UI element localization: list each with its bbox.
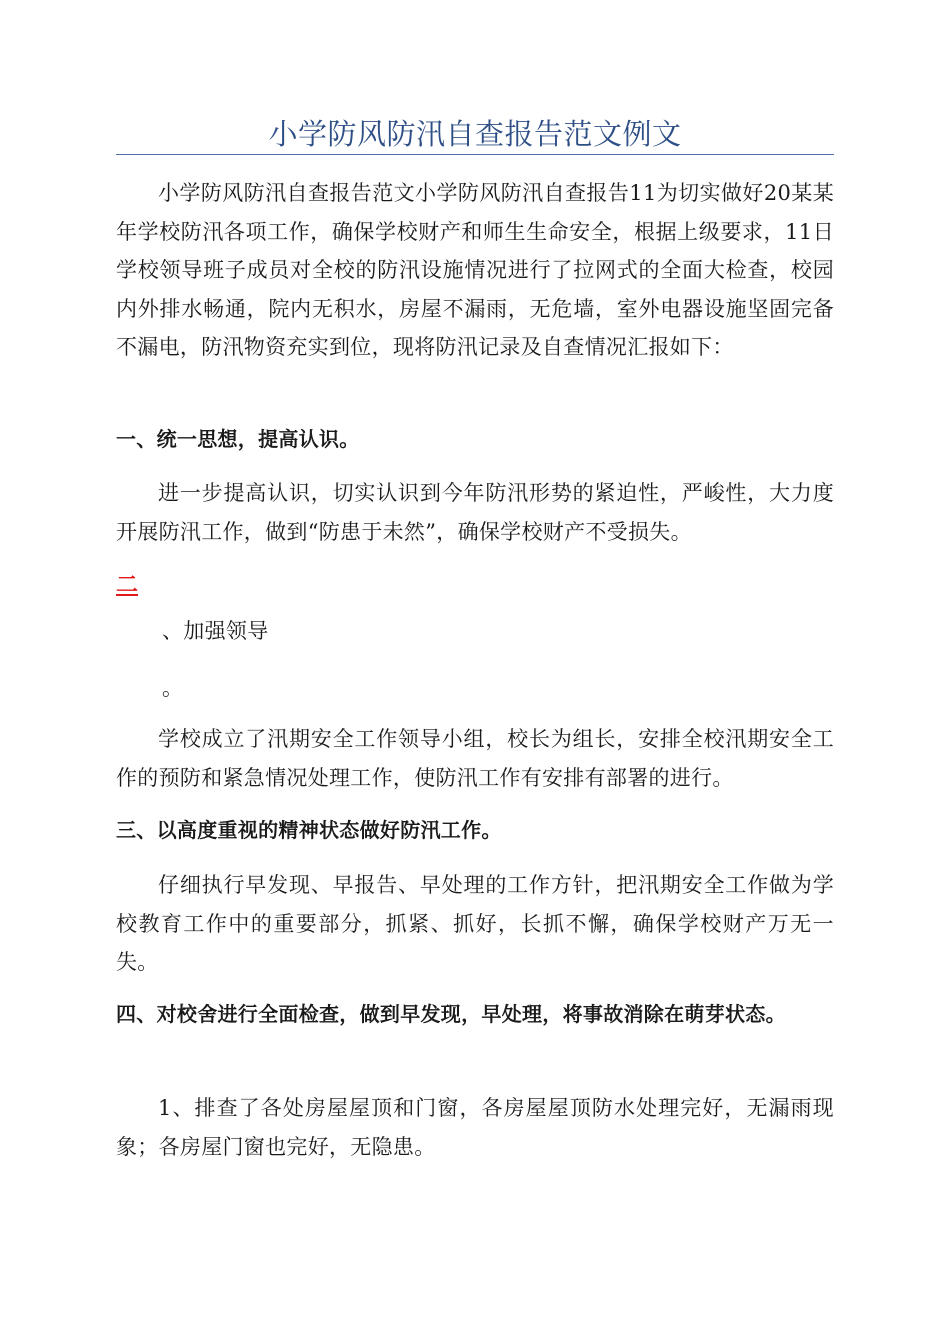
intro-paragraph: 小学防风防汛自查报告范文小学防风防汛自查报告11为切实做好20某某年学校防汛各项工作，确保学校财产和师生生命安全，根据上级要求，11日学校领导班子成员对全校的防汛设施情况进行了拉网式的全面大检查，校园内外排水畅通，院内无积水，房屋不漏雨，无危墙，室外电器设施坚固完备不漏电，防汛物资充实到位，现将防汛记录及自查情况汇报如下： [116,181,834,360]
title-underline [116,154,834,155]
section-3-heading: 三、以高度重视的精神状态做好防汛工作。 [116,818,502,842]
section-3-body: 仔细执行早发现、早报告、早处理的工作方针，把汛期安全工作做为学校教育工作中的重要部分，抓紧、抓好，长抓不懈，确保学校财产万无一失。 [116,873,834,975]
section-2-period: 。 [162,676,184,700]
section-4-item-1: 1、排查了各处房屋屋顶和门窗，各房屋屋顶防水处理完好，无漏雨现象；各房屋门窗也完好，无隐患。 [116,1096,834,1159]
section-1-heading: 一、统一思想，提高认识。 [116,427,360,451]
section-2-marker: 二 [116,572,139,598]
section-1-body: 进一步提高认识，切实认识到今年防汛形势的紧迫性，严峻性，大力度开展防汛工作，做到“防患于未然”，确保学校财产不受损失。 [116,481,834,544]
section-2-heading: 、加强领导 [162,619,269,643]
document-title: 小学防风防汛自查报告范文例文 [268,117,682,151]
section-2-body: 学校成立了汛期安全工作领导小组，校长为组长，安排全校汛期安全工作的预防和紧急情况处理工作，使防汛工作有安排有部署的进行。 [116,727,834,790]
section-4-heading: 四、对校舍进行全面检查，做到早发现，早处理，将事故消除在萌芽状态。 [116,1002,786,1026]
